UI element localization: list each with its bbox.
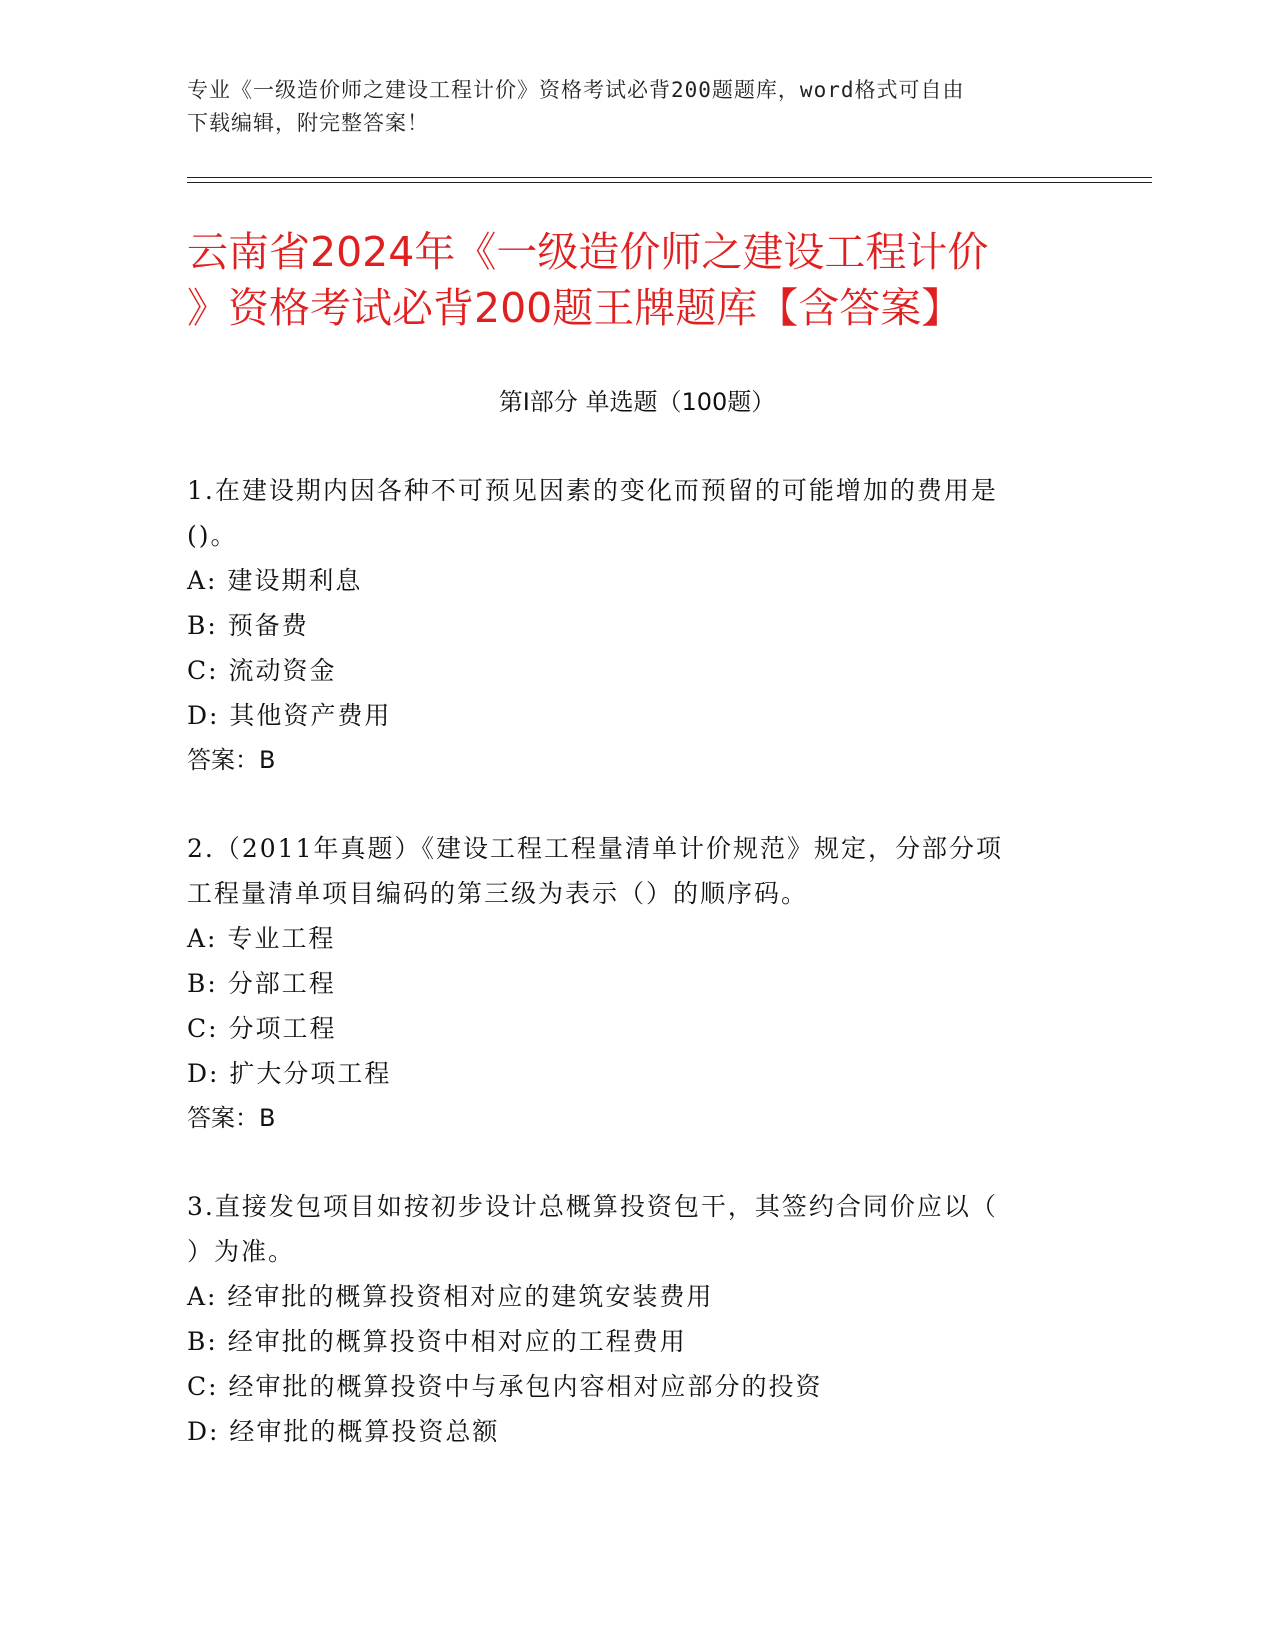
question-stem-line: 1.在建设期内因各种不可预见因素的变化而预留的可能增加的费用是 bbox=[187, 476, 998, 505]
header-note-line-2: 下载编辑，附完整答案！ bbox=[187, 111, 429, 135]
question-option-b: B: 预备费 bbox=[187, 611, 309, 640]
question-3 bbox=[187, 1184, 1087, 1454]
question-list bbox=[187, 468, 1087, 1497]
question-option-a: A: 经审批的概算投资相对应的建筑安装费用 bbox=[187, 1282, 714, 1311]
question-option-c: C: 经审批的概算投资中与承包内容相对应部分的投资 bbox=[187, 1372, 823, 1401]
question-option-d: D: 其他资产费用 bbox=[187, 701, 392, 730]
question-option-a: A: 建设期利息 bbox=[187, 566, 363, 595]
document-title bbox=[187, 224, 1087, 336]
question-answer: 答案：B bbox=[187, 1104, 276, 1132]
question-option-a: A: 专业工程 bbox=[187, 924, 336, 953]
question-answer: 答案：B bbox=[187, 746, 276, 774]
header-divider-bottom bbox=[187, 182, 1152, 183]
header-note bbox=[187, 74, 1077, 140]
question-stem-line: 2.（2011年真题）《建设工程工程量清单计价规范》规定，分部分项 bbox=[187, 834, 1003, 863]
document-title-line-2: 》资格考试必背200题王牌题库【含答案】 bbox=[187, 284, 963, 332]
question-1 bbox=[187, 468, 1087, 783]
question-option-c: C: 分项工程 bbox=[187, 1014, 337, 1043]
header-divider-top bbox=[187, 177, 1152, 178]
question-stem-line: ()。 bbox=[187, 521, 238, 550]
question-option-b: B: 经审批的概算投资中相对应的工程费用 bbox=[187, 1327, 687, 1356]
header-note-line-1: 专业《一级造价师之建设工程计价》资格考试必背200题题库，word格式可自由 bbox=[187, 78, 965, 102]
question-option-b: B: 分部工程 bbox=[187, 969, 336, 998]
question-stem-line: 3.直接发包项目如按初步设计总概算投资包干，其签约合同价应以（ bbox=[187, 1192, 998, 1221]
question-option-d: D: 扩大分项工程 bbox=[187, 1059, 392, 1088]
question-2 bbox=[187, 826, 1087, 1141]
question-stem-line: 工程量清单项目编码的第三级为表示（）的顺序码。 bbox=[187, 879, 809, 908]
question-option-c: C: 流动资金 bbox=[187, 656, 337, 685]
question-option-d: D: 经审批的概算投资总额 bbox=[187, 1417, 500, 1446]
document-title-line-1: 云南省2024年《一级造价师之建设工程计价 bbox=[187, 228, 989, 276]
section-title: 第Ⅰ部分 单选题（100题） bbox=[498, 388, 776, 416]
question-stem-line: ）为准。 bbox=[187, 1237, 296, 1266]
